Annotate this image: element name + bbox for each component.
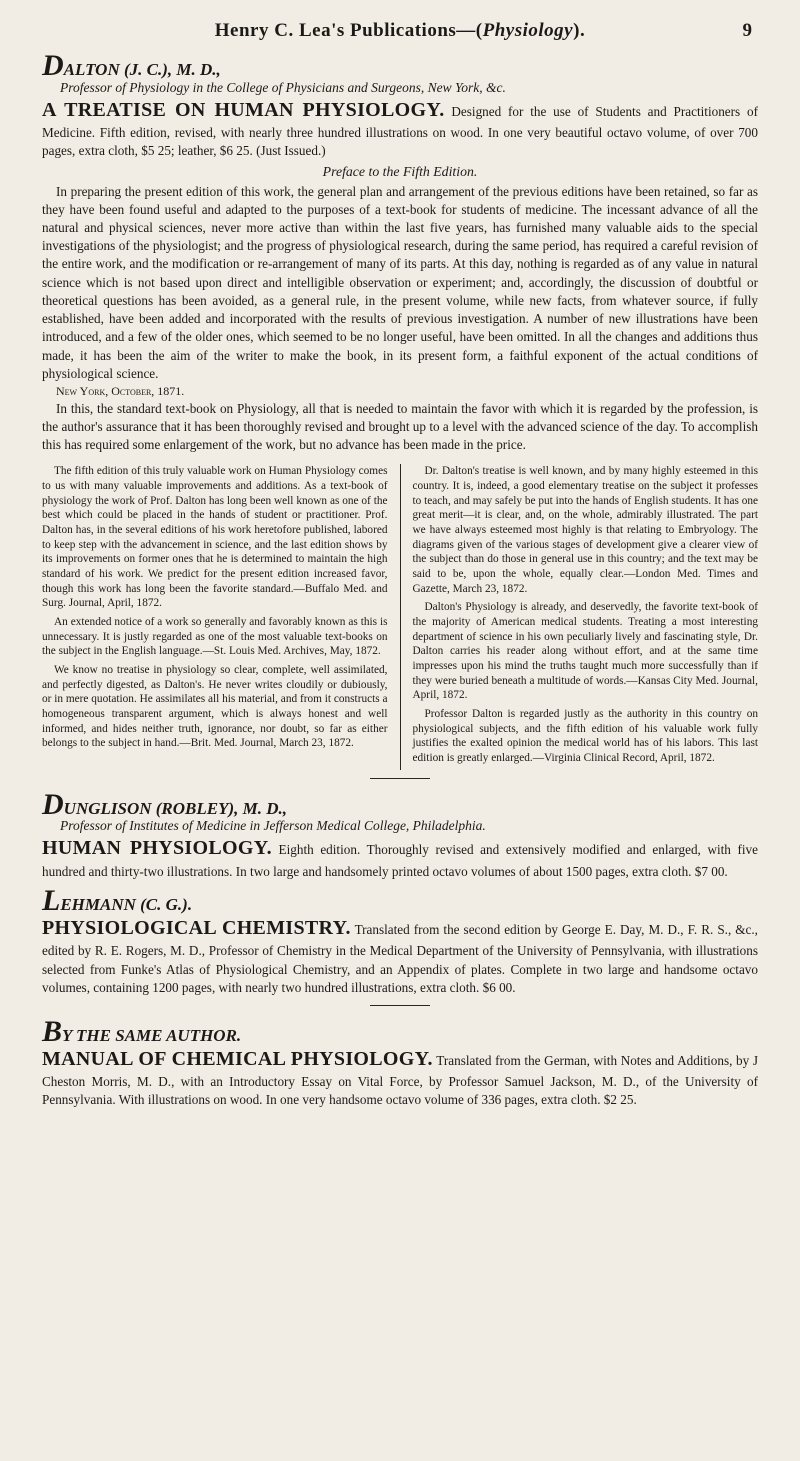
author-affiliation: Professor of Physiology in the College of Physicians and Surgeons, New York, &c. bbox=[60, 79, 506, 95]
author-heading: BY THE SAME AUTHOR. bbox=[42, 1014, 242, 1048]
entry-same-author bbox=[42, 1014, 759, 1110]
column-divider bbox=[400, 464, 401, 769]
book-description: Designed for the use of Students and Practitioners of Medicine. Fifth edition, revised, with nearly three hundred illustrations on wood. In one very beautiful octavo volume, of over 700 pages, extra cloth, $5 25; leather, $6 25. (Just Issued.) bbox=[42, 103, 758, 159]
book-description: Eighth edition. Thoroughly revised and extensively modified and enlarged, with five hundred and thirty-two illustrations. In two large and handsomely printed octavo volumes of about 1500 pages, extra cloth. $7 00. bbox=[42, 842, 759, 879]
book-title: MANUAL OF CHEMICAL PHYSIOLOGY. bbox=[42, 1047, 433, 1070]
review: Dr. Dalton's treatise is well known, and by many highly esteemed in this country. It is, indeed, a good elementary treatise on the subject it professes to teach, and may safely be put into the hands of English students. It has one great merit—it is clear, and, on the whole, admirably illustrated. The part we have always esteemed most highly is that relating to Embryology. The diagrams given of the various stages of development give a clearer view of the subject than do those in general use in this country; and the text may be said to be, upon the whole, equally clear.—London Med. Times and Gazette, March 23, 1872. bbox=[412, 465, 758, 595]
preface-text: In preparing the present edition of this work, the general plan and arrangement of the previous editions have been retained, so far as they have been found useful and adapted to the purposes of a text-book for students of medicine. The incessant advance of all the natural and physical sciences, never more active than within the last five years, has furnished many valuable aids to the special investigations of the physiologist; and the progress of physiological research, during the same period, has required a careful revision of the entire work, and the modification or re-arrangement of many of its parts. At this day, nothing is regarded as of any value in natural science which is not based upon direct and intelligible observation or experiment; and, accordingly, the discussion of doubtful or theoretical questions has been avoided, as a general rule, in the present volume, while new facts, from whatever source, if fully established, have been added and incorporated with the results of previous investigation. A number of new illustrations have been introduced, and a few of the older ones, which seemed to be no longer useful, have been omitted. In all the changes and additions thus made, it has been the aim of the writer to make the book, in its present form, a faithful exponent of the actual conditions of physiological science. bbox=[42, 183, 758, 381]
book-title: PHYSIOLOGICAL CHEMISTRY. bbox=[42, 916, 351, 939]
review: We know no treatise in physiology so clear, complete, well assimilated, and perfectly digested, as Dalton's. He never writes cloudily or dubiously, or in mere quotation. He assimilates all his material, and from it constructs a homogeneous transparent argument, which is always honest and well informed, and hides neither truth, ignorance, nor doubt, so far as either belongs to the subject in hand.—Brit. Med. Journal, March 23, 1872. bbox=[42, 663, 388, 750]
book-description: Translated from the German, with Notes and Additions, by J Cheston Morris, M. D., with an Introductory Essay on Vital Force, by Professor Samuel Jackson, M. D., of the University of Pennsylvania. With illustrations on wood. In one very handsome octavo volume of 336 pages, extra cloth. $2 25. bbox=[42, 1052, 759, 1108]
author-heading: LEHMANN (C. G.). bbox=[42, 884, 193, 918]
book-entry bbox=[42, 1046, 758, 1110]
reviews-left-column bbox=[42, 464, 388, 769]
separator bbox=[370, 1005, 430, 1006]
review: Dalton's Physiology is already, and deservedly, the favorite text-book of the majority of American medical students. Treating a most interesting department of science in his own peculiarly lively and fascinating style, Dr. Dalton carries his reader along without effort, and at the same time impresses upon his mind the truths taught much more successfully than if they were buried beneath a multitude of words.—Kansas City Med. Journal, April, 1872. bbox=[412, 601, 758, 702]
book-entry bbox=[42, 915, 758, 997]
review: Professor Dalton is regarded justly as the authority in this country on physiological subjects, and the fifth edition of his valuable work fully justifies the exalted opinion the medical world has of his labors. This last edition is greatly enlarged.—Virginia Clinical Record, April, 1872. bbox=[412, 707, 758, 764]
reviews-right-column bbox=[413, 464, 759, 769]
review: The fifth edition of this truly valuable work on Human Physiology comes to us with many valuable improvements and additions. As a text-book of physiology the work of Prof. Dalton has long been well known as one of the best which could be placed in the hands of student or practitioner. Prof. Dalton has, in the several editions of his work heretofore published, labored to keep step with the advancement in science, and the last edition shows by its improvements on former ones that he is determined to maintain the high standard of his work. We predict for the present edition increased favor, though this work has long been the favorite standard.—Buffalo Med. and Surg. Journal, April, 1872. bbox=[42, 465, 388, 610]
book-title: HUMAN PHYSIOLOGY. bbox=[42, 837, 272, 860]
preface-heading: Preface to the Fifth Edition. bbox=[322, 163, 478, 179]
page-header bbox=[42, 20, 758, 54]
book-entry bbox=[42, 97, 758, 161]
book-entry bbox=[42, 835, 758, 881]
author-affiliation: Professor of Institutes of Medicine in Jefferson Medical College, Philadelphia. bbox=[60, 818, 486, 834]
preface-dateline: New York, October, 1871. bbox=[56, 384, 185, 398]
page-number: 9 bbox=[742, 20, 752, 41]
entry-dalton bbox=[42, 49, 758, 770]
author-heading: DUNGLISON (ROBLEY), M. D., bbox=[42, 787, 288, 821]
entry-dunglison bbox=[42, 787, 759, 881]
book-description: Translated from the second edition by George E. Day, M. D., F. R. S., &c., edited by R. E. Rogers, M. D., Professor of Chemistry in the Medical Department of the University of Pennsylvania, with illustrations selected from Funke's Atlas of Physiological Chemistry, and an Appendix of plates. Complete in two large and handsome octavo volumes, containing 1200 pages, with nearly two hundred illustrations, extra cloth. $6 00. bbox=[42, 921, 758, 995]
separator bbox=[370, 778, 430, 779]
publisher-note: In this, the standard text-book on Physiology, all that is needed to maintain the favor with which it is regarded by the profession, is the author's assurance that it has been thoroughly revised and brought up to a level with the advanced science of the day. To accomplish this has required some enlargement of the work, but no advance has been made in the price. bbox=[42, 400, 758, 452]
entry-lehmann bbox=[42, 884, 758, 997]
reviews bbox=[42, 464, 758, 769]
running-head: Henry C. Lea's Publications—(Physiology). bbox=[214, 20, 586, 41]
review: An extended notice of a work so generally and favorably known as this is unnecessary. It is justly regarded as one of the most valuable text-books on the subject in the English language.—St. Louis Med. Archives, May, 1872. bbox=[42, 615, 388, 658]
book-title: A TREATISE ON HUMAN PHYSIOLOGY. bbox=[42, 98, 445, 121]
author-heading: DALTON (J. C.), M. D., bbox=[42, 49, 221, 82]
